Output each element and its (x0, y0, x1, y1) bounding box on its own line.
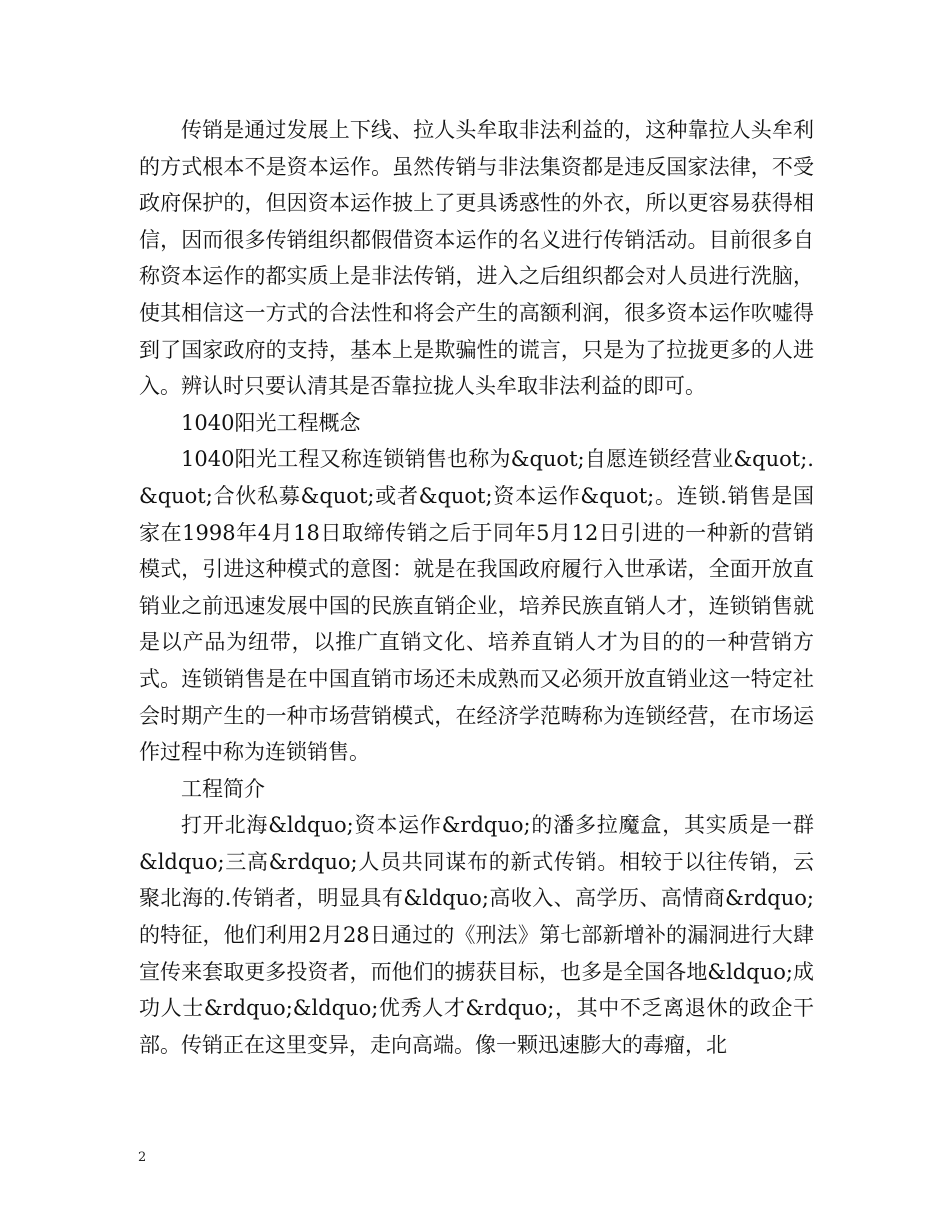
document-body (139, 112, 814, 1063)
paragraph-project: 打开北海&ldquo;资本运作&rdquo;的潘多拉魔盒，其实质是一群&ldquo;三高&rdquo;人员共同谋布的新式传销。相较于以往传销，云聚北海的.传销者，明显具有&ldquo;高收入、高学历、高情商&rdquo;的特征，他们利用2月28日通过的《刑法》第七部新增补的漏洞进行大肆宣传来套取更多投资者，而他们的掳获目标，也多是全国各地&ldquo;成功人士&rdquo;&ldquo;优秀人才&rdquo;，其中不乏离退休的政企干部。传销正在这里变异，走向高端。像一颗迅速膨大的毒瘤，北 (139, 813, 814, 1057)
section-heading-concept: 1040阳光工程概念 (181, 410, 361, 435)
paragraph-intro: 传销是通过发展上下线、拉人头牟取非法利益的，这种靠拉人头牟利的方式根本不是资本运作。虽然传销与非法集资都是违反国家法律，不受政府保护的，但因资本运作披上了更具诱惑性的外衣，所以更容易获得相信，因而很多传销组织都假借资本运作的名义进行传销活动。目前很多自称资本运作的都实质上是非法传销，进入之后组织都会对人员进行洗脑，使其相信这一方式的合法性和将会产生的高额利润，很多资本运作吹嘘得到了国家政府的支持，基本上是欺骗性的谎言，只是为了拉拢更多的人进入。辨认时只要认清其是否靠拉拢人头牟取非法利益的即可。 (139, 118, 814, 399)
section-heading-intro: 工程简介 (181, 776, 265, 801)
page-number: 2 (138, 1150, 147, 1165)
paragraph-concept: 1040阳光工程又称连锁销售也称为&quot;自愿连锁经营业&quot;.&quot;合伙私募&quot;或者&quot;资本运作&quot;。连锁.销售是国家在1998年4月18日取缔传销之后于同年5月12日引进的一种新的营销模式，引进这种模式的意图：就是在我国政府履行入世承诺，全面开放直销业之前迅速发展中国的民族直销企业，培养民族直销人才，连锁销售就是以产品为纽带，以推广直销文化、培养直销人才为目的的一种营销方式。连锁销售是在中国直销市场还未成熟而又必须开放直销业这一特定社会时期产生的一种市场营销模式，在经济学范畴称为连锁经营，在市场运作过程中称为连锁销售。 (139, 447, 814, 765)
